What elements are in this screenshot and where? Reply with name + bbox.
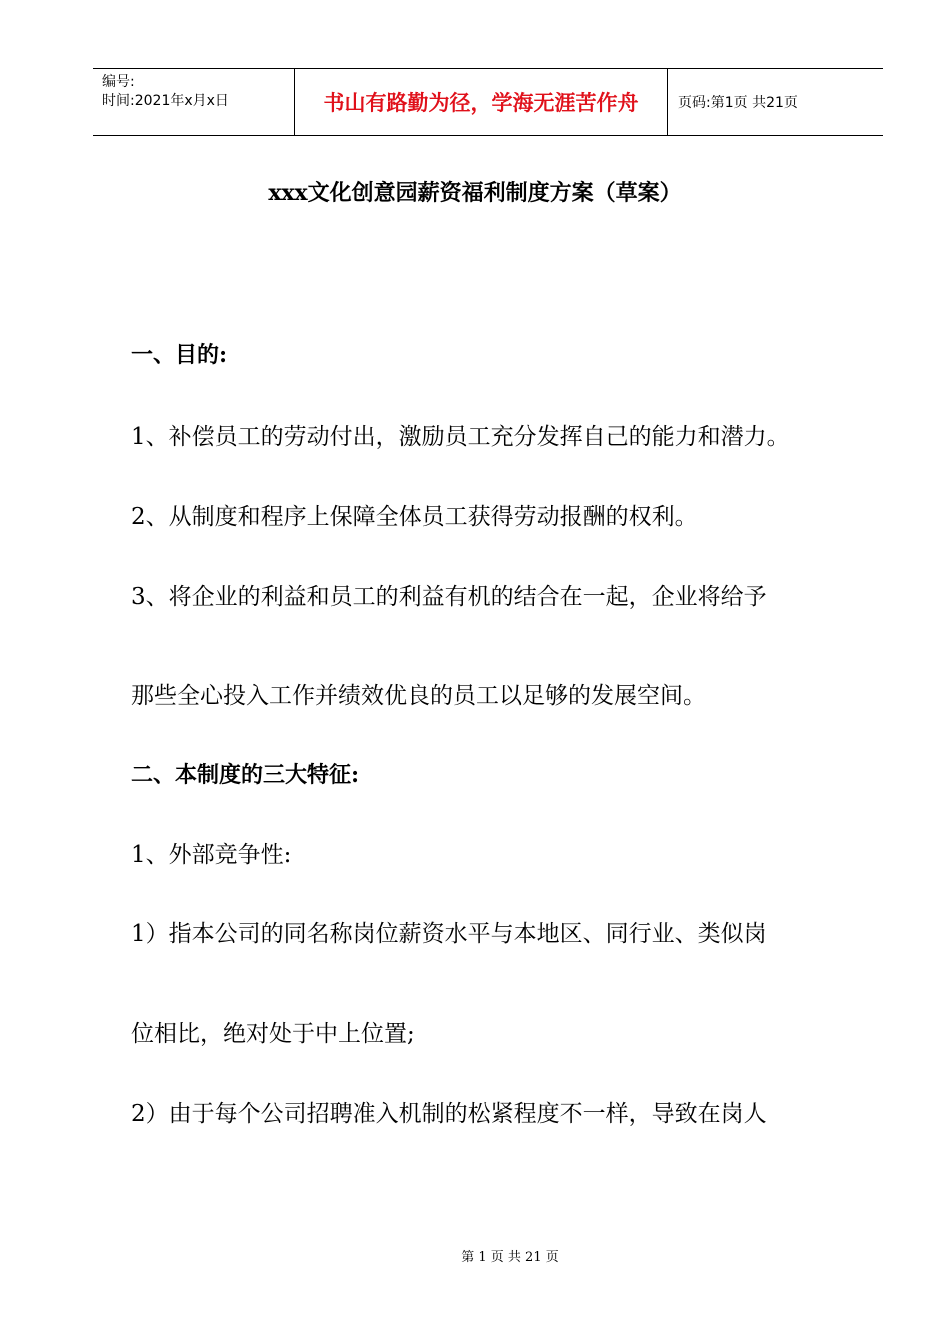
paragraph-line: 那些全心投入工作并绩效优良的员工以足够的发展空间。 [131, 683, 706, 709]
paragraph-line: 2、从制度和程序上保障全体员工获得劳动报酬的权利。 [131, 504, 698, 530]
paragraph-line: 位相比，绝对处于中上位置; [131, 1021, 415, 1047]
header-page-label: 页码:第1页 共21页 [678, 95, 798, 111]
doc-time-label: 时间:2021年x月x日 [102, 93, 229, 109]
page-header [93, 68, 883, 136]
paragraph-line: 1）指本公司的同名称岗位薪资水平与本地区、同行业、类似岗 [131, 921, 767, 947]
paragraph-line: 1、补偿员工的劳动付出，激励员工充分发挥自己的能力和潜力。 [131, 424, 790, 450]
page-footer-number: 第 1 页 共 21 页 [461, 1250, 559, 1265]
document-title: xxx文化创意园薪资福利制度方案（草案） [268, 180, 682, 206]
doc-number-label: 编号: [102, 74, 135, 90]
paragraph-line: 2）由于每个公司招聘准入机制的松紧程度不一样，导致在岗人 [131, 1101, 767, 1127]
section-heading-features: 二、本制度的三大特征: [131, 762, 360, 788]
section-heading-purpose: 一、目的: [131, 342, 228, 368]
paragraph-line: 3、将企业的利益和员工的利益有机的结合在一起，企业将给予 [131, 584, 767, 610]
header-meta [93, 69, 294, 135]
paragraph-line: 1、外部竞争性: [131, 842, 292, 868]
header-motto: 书山有路勤为径，学海无涯苦作舟 [294, 69, 668, 135]
